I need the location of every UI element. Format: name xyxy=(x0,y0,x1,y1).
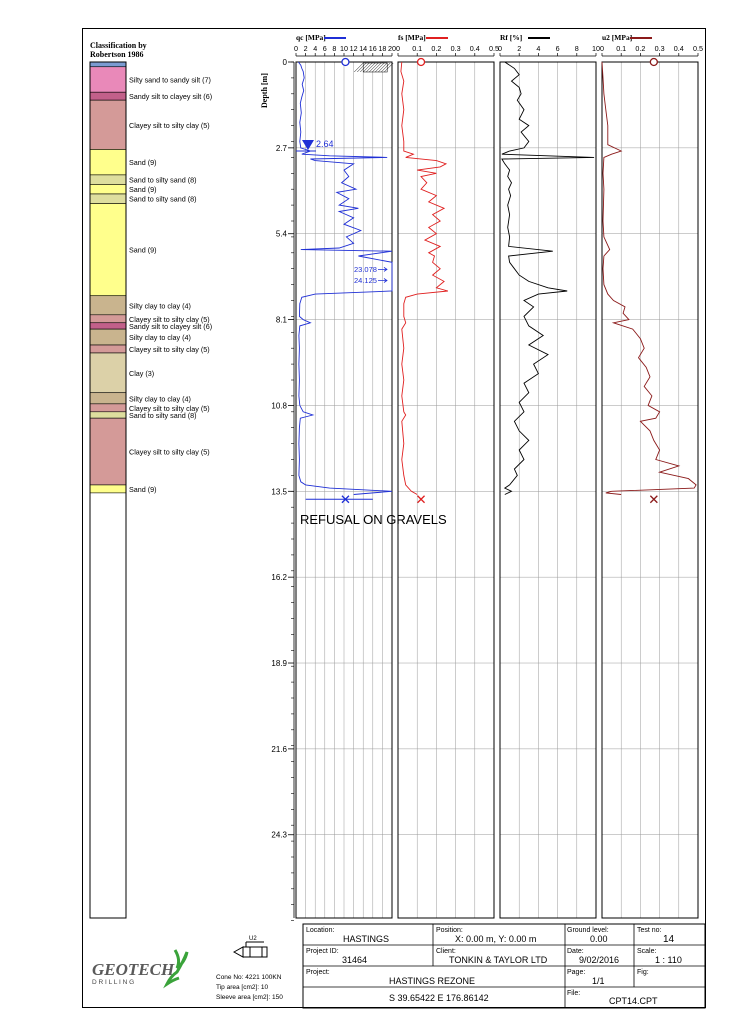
scale-label: Scale: xyxy=(637,948,657,955)
project-value: HASTINGS REZONE xyxy=(389,976,476,986)
series-line-0 xyxy=(602,62,696,495)
soil-layer-10 xyxy=(90,315,126,323)
soil-layer-label-2: Sandy silt to clayey silt (6) xyxy=(129,92,213,102)
top-axis-tick-label: 0.2 xyxy=(431,44,442,53)
info-table xyxy=(303,924,705,1008)
start-marker-circle xyxy=(342,59,349,66)
date-label: Date: xyxy=(567,948,584,955)
top-axis-tick-label: 10 xyxy=(592,44,600,53)
top-axis-tick-label: 0 xyxy=(498,44,502,53)
depth-tick-label: 21.6 xyxy=(271,744,287,754)
cone-label: U2 xyxy=(249,936,257,942)
series-line-0 xyxy=(401,62,448,495)
top-axis-tick-label: 2 xyxy=(303,44,308,53)
fig-label: Fig: xyxy=(637,969,649,976)
soil-layer-13 xyxy=(90,345,126,353)
top-axis-tick-label: 0.2 xyxy=(635,44,646,53)
depth-axis xyxy=(271,58,294,921)
panel-1 xyxy=(396,33,499,918)
top-axis-tick-label: 0.4 xyxy=(673,44,684,53)
soil-layer-label-12: Silty clay to clay (4) xyxy=(129,333,191,343)
top-axis-tick-label: 0 xyxy=(600,44,604,53)
top-axis-tick-label: 0.3 xyxy=(654,44,665,53)
panel-title: Rf [%] xyxy=(500,33,523,42)
tip-area: Tip area [cm2]: 10 xyxy=(216,984,269,991)
qc-value-label-1: 23.078 xyxy=(354,264,377,274)
soil-layer-17 xyxy=(90,412,126,418)
soil-layer-11 xyxy=(90,323,126,329)
soil-layer-19 xyxy=(90,485,126,493)
top-axis-tick-label: 20 xyxy=(388,44,396,53)
panel-title: u2 [MPa] xyxy=(602,33,633,42)
test-no-value: 14 xyxy=(663,934,675,945)
depth-tick-label: 8.1 xyxy=(275,315,287,325)
ground-level-value: 0.00 xyxy=(590,934,608,944)
logo-text: GEOTECH xyxy=(92,960,175,979)
top-axis-tick-label: 14 xyxy=(359,44,368,53)
depth-axis-label: Depth [m] xyxy=(260,73,269,108)
soil-layer-label-18: Clayey silt to silty clay (5) xyxy=(129,447,210,457)
top-axis-tick-label: 6 xyxy=(555,44,560,53)
page-label: Page: xyxy=(567,969,586,976)
soil-layer-5 xyxy=(90,175,126,185)
top-axis-tick-label: 0.5 xyxy=(693,44,703,53)
location-value: HASTINGS xyxy=(343,934,390,944)
end-marker-cross xyxy=(418,496,425,503)
soil-layer-label-11: Sandy silt to clayey silt (6) xyxy=(129,321,213,331)
depth-tick-label: 24.3 xyxy=(271,830,287,840)
soil-layer-6 xyxy=(90,184,126,194)
qc-value-label-2: 24.125 xyxy=(354,276,377,286)
top-axis-tick-label: 8 xyxy=(332,44,337,53)
top-axis-tick-label: 0.4 xyxy=(469,44,480,53)
cpt-panels xyxy=(294,33,703,918)
soil-layer-label-4: Sand (9) xyxy=(129,158,157,168)
top-axis-tick-label: 0.1 xyxy=(412,44,423,53)
soil-layer-label-9: Silty clay to clay (4) xyxy=(129,301,191,311)
classification-title-2: Robertson 1986 xyxy=(90,50,144,59)
soil-layer-label-13: Clayey silt to silty clay (5) xyxy=(129,344,210,354)
project-id-value: 31464 xyxy=(342,955,368,965)
project-label: Project: xyxy=(306,969,330,976)
panel-0 xyxy=(294,33,396,918)
client-label: Client: xyxy=(436,948,456,955)
series-line-0 xyxy=(502,62,594,495)
panel-frame xyxy=(398,62,494,918)
panel-frame xyxy=(500,62,596,918)
soil-layer-7 xyxy=(90,194,126,204)
test-no-label: Test no: xyxy=(637,927,662,934)
soil-layer-label-5: Sand to silty sand (8) xyxy=(129,175,197,185)
soil-layer-label-6: Sand (9) xyxy=(129,185,157,195)
sleeve-area: Sleeve area [cm2]: 150 xyxy=(216,994,283,1001)
depth-tick-label: 0 xyxy=(282,58,287,67)
top-axis-tick-label: 4 xyxy=(313,44,318,53)
soil-layer-label-16: Clayey silt to silty clay (5) xyxy=(129,403,210,413)
soil-layer-15 xyxy=(90,393,126,404)
soil-layer-4 xyxy=(90,149,126,174)
soil-layer-18 xyxy=(90,418,126,485)
ground-level-label: Ground level: xyxy=(567,927,609,934)
soil-layer-12 xyxy=(90,329,126,345)
top-axis-tick-label: 12 xyxy=(349,44,358,53)
top-axis-tick-label: 16 xyxy=(368,44,377,53)
page-value: 1/1 xyxy=(592,976,605,986)
soil-layer-9 xyxy=(90,296,126,315)
top-axis-tick-label: 0 xyxy=(396,44,400,53)
file-label: File: xyxy=(567,990,581,997)
location-label: Location: xyxy=(306,927,335,934)
panel-title: qc [MPa] xyxy=(296,33,326,42)
soil-layer-label-3: Clayey silt to silty clay (5) xyxy=(129,120,210,130)
refusal-text: REFUSAL ON GRAVELS xyxy=(300,512,447,527)
top-axis-tick-label: 0.5 xyxy=(489,44,499,53)
soil-layer-label-14: Clay (3) xyxy=(129,368,155,378)
date-value: 9/02/2016 xyxy=(579,955,620,965)
soil-layer-label-1: Silty sand to sandy silt (7) xyxy=(129,75,211,85)
top-axis-tick-label: 0 xyxy=(294,44,298,53)
depth-tick-label: 10.8 xyxy=(271,401,287,411)
depth-tick-label: 2.7 xyxy=(275,143,287,153)
classification-layers xyxy=(90,62,212,494)
soil-layer-14 xyxy=(90,353,126,393)
soil-layer-3 xyxy=(90,100,126,149)
cone-icon xyxy=(234,936,267,957)
top-axis-tick-label: 2 xyxy=(517,44,522,53)
top-axis-tick-label: 0.1 xyxy=(616,44,627,53)
top-axis-tick-label: 6 xyxy=(322,44,327,53)
client-value: TONKIN & TAYLOR LTD xyxy=(449,955,548,965)
position-value: X: 0.00 m, Y: 0.00 m xyxy=(455,934,537,944)
series-line-0 xyxy=(298,62,392,495)
top-axis-tick-label: 18 xyxy=(378,44,387,53)
soil-layer-label-19: Sand (9) xyxy=(129,484,157,494)
start-marker-circle xyxy=(650,59,657,66)
panel-3 xyxy=(600,33,703,918)
panel-title: fs [MPa] xyxy=(398,33,426,42)
hatch-frame xyxy=(363,63,387,72)
project-id-label: Project ID: xyxy=(306,948,339,955)
top-axis-tick-label: 8 xyxy=(574,44,579,53)
soil-layer-1 xyxy=(90,67,126,92)
soil-layer-label-17: Sand to silty sand (8) xyxy=(129,410,197,420)
top-axis-tick-label: 0.3 xyxy=(450,44,461,53)
soil-layer-0 xyxy=(90,62,126,67)
soil-layer-label-8: Sand (9) xyxy=(129,245,157,255)
end-marker-cross xyxy=(650,496,657,503)
depth-tick-label: 5.4 xyxy=(275,229,287,239)
qc-hatch-box xyxy=(354,63,393,72)
geotech-logo xyxy=(92,950,187,986)
soil-layer-label-7: Sand to silty sand (8) xyxy=(129,194,197,204)
water-level-label: 2.64 xyxy=(316,138,334,149)
soil-layer-16 xyxy=(90,404,126,412)
soil-layer-8 xyxy=(90,204,126,296)
depth-tick-label: 18.9 xyxy=(271,659,287,669)
logo-subtext: D R I L L I N G xyxy=(92,979,135,986)
file-value: CPT14.CPT xyxy=(609,996,658,1006)
soil-layer-label-15: Silty clay to clay (4) xyxy=(129,394,191,404)
start-marker-circle xyxy=(418,59,425,66)
cone-number: Cone No: 4221 100KN xyxy=(216,974,282,981)
classification-title-1: Classification by xyxy=(90,41,147,50)
position-label: Position: xyxy=(436,927,463,934)
top-axis-tick-label: 10 xyxy=(340,44,348,53)
coordinates-value: S 39.65422 E 176.86142 xyxy=(389,993,489,1003)
panel-2 xyxy=(498,33,600,918)
soil-layer-2 xyxy=(90,92,126,100)
depth-tick-label: 16.2 xyxy=(271,573,287,583)
scale-value: 1 : 110 xyxy=(655,955,682,965)
depth-tick-label: 13.5 xyxy=(271,487,287,497)
soil-layer-label-10: Clayey silt to silty clay (5) xyxy=(129,314,210,324)
top-axis-tick-label: 4 xyxy=(536,44,541,53)
